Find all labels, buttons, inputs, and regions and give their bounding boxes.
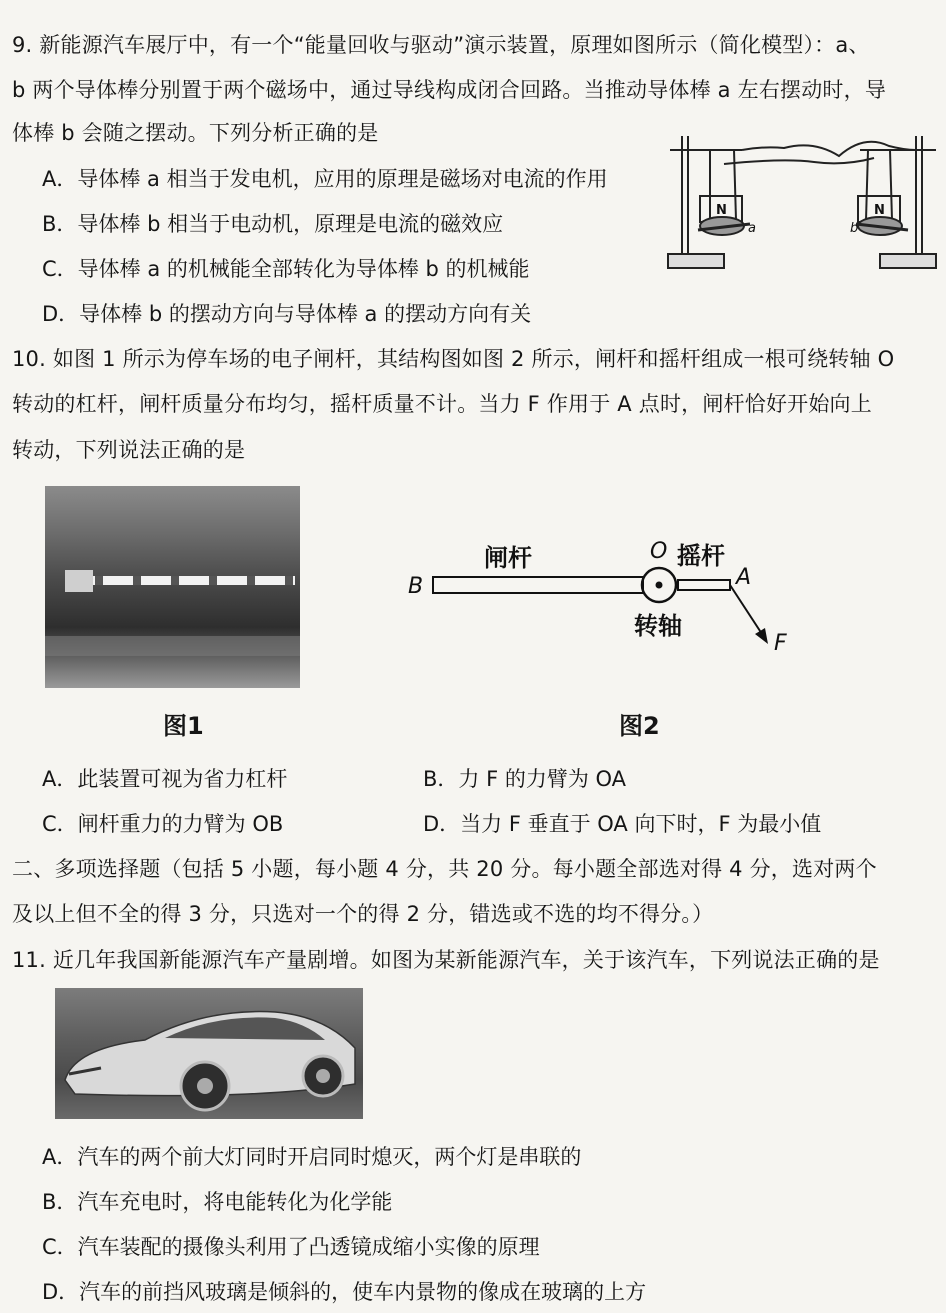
q11-option-b: B．汽车充电时，将电能转化为化学能 [42, 1190, 393, 1214]
q10-line-2: 转动的杠杆，闸杆质量分布均匀，摇杆质量不计。当力 F 作用于 A 点时，闸杆恰好开始向上 [12, 392, 872, 416]
pivot-dot [656, 582, 663, 589]
q9-option-d: D．导体棒 b 的摆动方向与导体棒 a 的摆动方向有关 [42, 302, 532, 326]
gate-bar [433, 577, 643, 593]
q10-option-b: B．力 F 的力臂为 OA [423, 767, 627, 791]
q9-apparatus-figure [664, 128, 940, 274]
q9-line-2: b 两个导体棒分别置于两个磁场中，通过导线构成闭合回路。当推动导体棒 a 左右摆动时，导 [12, 78, 887, 102]
car-illustration [55, 988, 363, 1119]
q10-option-d: D．当力 F 垂直于 OA 向下时，F 为最小值 [423, 812, 822, 836]
q9-left-pole-label: N [716, 203, 727, 218]
point-b-label: B [408, 574, 424, 599]
force-arrow-line [730, 585, 762, 634]
rocker-label: 摇杆 [677, 542, 725, 570]
q11-line-1: 11. 近几年我国新能源汽车产量剧增。如图为某新能源汽车，关于该汽车，下列说法正确的是 [12, 948, 880, 972]
q10-option-c: C．闸杆重力的力臂为 OB [42, 812, 284, 836]
q10-line-1: 10. 如图 1 所示为停车场的电子闸杆，其结构图如图 2 所示，闸杆和摇杆组成一根可绕转轴 O [12, 347, 895, 371]
q9-line-1: 9. 新能源汽车展厅中，有一个“能量回收与驱动”演示装置，原理如图所示（简化模型）：a、 [12, 33, 870, 57]
q10-figure2-diagram [400, 530, 800, 660]
gate-post [65, 570, 93, 592]
q11-option-d: D．汽车的前挡风玻璃是倾斜的，使车内景物的像成在玻璃的上方 [42, 1280, 647, 1304]
section2-line-1: 二、多项选择题（包括 5 小题，每小题 4 分，共 20 分。每小题全部选对得 4 分，选对两个 [12, 857, 877, 881]
q9-rod-a-label: a [748, 221, 756, 236]
rocker-bar [678, 580, 730, 590]
force-arrow-head [755, 628, 768, 644]
q11-option-a: A．汽车的两个前大灯同时开启同时熄灭，两个灯是串联的 [42, 1145, 582, 1169]
q11-option-c: C．汽车装配的摄像头利用了凸透镜成缩小实像的原理 [42, 1235, 540, 1259]
q9-rod-b-label: b [850, 221, 859, 236]
point-a-label: A [736, 565, 752, 590]
gate-bar-label: 闸杆 [484, 544, 532, 572]
q9-line-3: 体棒 b 会随之摆动。下列分析正确的是 [12, 121, 379, 145]
q11-car-photo [55, 988, 363, 1119]
force-f-label: F [774, 631, 787, 656]
q9-right-pole-label: N [874, 203, 885, 218]
q9-option-b: B．导体棒 b 相当于电动机，原理是电流的磁效应 [42, 212, 504, 236]
point-o-label: O [650, 539, 668, 564]
q9-option-a: A．导体棒 a 相当于发电机，应用的原理是磁场对电流的作用 [42, 167, 608, 191]
gate-arm [65, 576, 295, 585]
q10-figure2-caption: 图2 [619, 712, 660, 740]
q10-option-a: A．此装置可视为省力杠杆 [42, 767, 288, 791]
q10-figure1-photo [45, 486, 300, 688]
q9-option-c: C．导体棒 a 的机械能全部转化为导体棒 b 的机械能 [42, 257, 530, 281]
q10-line-3: 转动，下列说法正确的是 [12, 438, 246, 462]
section2-line-2: 及以上但不全的得 3 分，只选对一个的得 2 分，错选或不选的均不得分。） [12, 902, 714, 926]
q10-figure1-caption: 图1 [163, 712, 204, 740]
axis-label: 转轴 [634, 612, 682, 640]
